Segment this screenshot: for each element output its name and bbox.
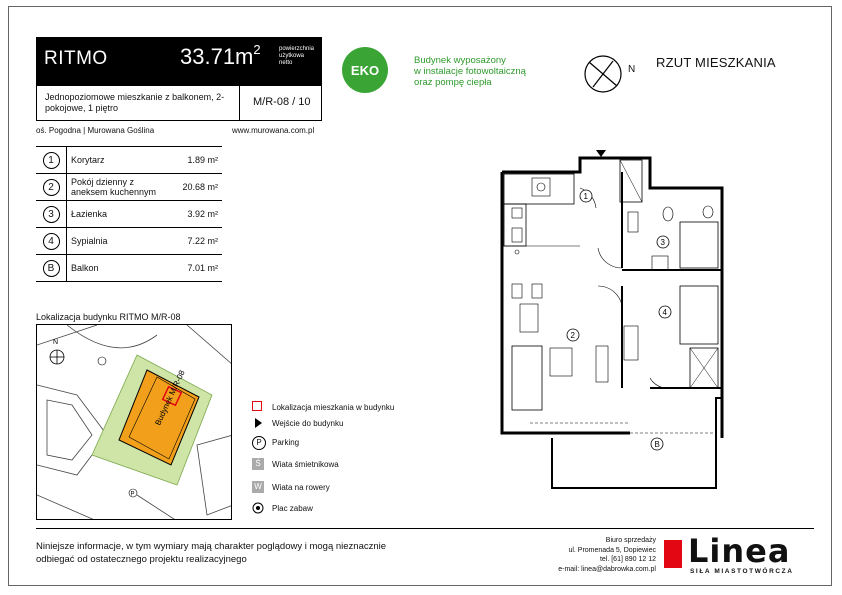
logo-square-icon	[664, 540, 682, 568]
room-number-badge: B	[43, 260, 60, 277]
red-square-icon	[252, 401, 262, 411]
building-label: Budynek M/R-08	[153, 368, 187, 427]
compass-north-label: N	[628, 64, 636, 75]
room-number-badge: 3	[43, 206, 60, 223]
room-number-badge: 4	[43, 233, 60, 250]
divider	[239, 86, 240, 121]
table-row	[36, 255, 222, 282]
eko-badge: EKO	[342, 47, 388, 93]
plan-title: RZUT MIESZKANIA	[656, 55, 776, 70]
unit-code: M/R-08 / 10	[253, 96, 311, 108]
triangle-arrow-icon	[252, 417, 264, 429]
footer-divider	[36, 528, 814, 529]
floor-plan	[490, 148, 730, 498]
trash-shelter-icon: Ś	[252, 458, 264, 470]
header-title-box	[36, 37, 322, 86]
plan-label-2: 2	[570, 331, 575, 340]
plan-label-b: B	[654, 440, 660, 449]
rooms-table	[36, 146, 222, 282]
linea-logo: Linea	[688, 532, 791, 570]
location-text: oś. Pogodna | Murowana Goślina	[36, 126, 155, 135]
eco-description: Budynek wyposażony w instalacje fotowoltaiczną oraz pompę ciepła	[414, 55, 526, 88]
disclaimer: Niniejsze informacje, w tym wymiary mają charakter poglądowy i mogą nieznacznie odbiegać od ostatecznego projektu realizacyjnego	[36, 541, 387, 565]
sales-office-info: Biuro sprzedaży ul. Promenada 5, Dopiewiec tel. [61] 890 12 12 e-mail: linea@dabrowka.com.pl	[540, 536, 656, 574]
table-row	[36, 201, 222, 228]
parking-icon: P	[252, 436, 266, 450]
room-number-badge: 1	[43, 152, 60, 169]
map-title: Lokalizacja budynku RITMO M/R-08	[36, 312, 181, 322]
compass-icon	[583, 54, 623, 94]
table-row	[36, 147, 222, 174]
room-area: 7.01 m²	[164, 255, 222, 282]
room-name: Balkon	[67, 255, 165, 282]
room-name: Korytarz	[67, 147, 165, 174]
room-name: Sypialnia	[67, 228, 165, 255]
plan-label-3: 3	[660, 238, 665, 247]
room-area: 20.68 m²	[164, 174, 222, 201]
playground-icon	[252, 502, 264, 514]
plan-label-1: 1	[583, 192, 588, 201]
plan-label-4: 4	[662, 308, 667, 317]
site-map-drawing	[37, 325, 232, 520]
project-title: RITMO	[44, 48, 108, 69]
logo-tagline: SIŁA MIASTOTWÓRCZA	[690, 568, 794, 575]
room-name: Łazienka	[67, 201, 165, 228]
site-map	[36, 324, 232, 520]
website-link[interactable]: www.murowana.com.pl	[232, 126, 315, 135]
bike-shelter-icon: W	[252, 481, 264, 493]
svg-text:P: P	[130, 491, 135, 498]
description-box	[36, 86, 322, 121]
table-row	[36, 174, 222, 201]
apartment-area: $33.71m^2$	[180, 42, 261, 69]
room-area: 7.22 m²	[164, 228, 222, 255]
area-label: powierzchnia użytkowa netto	[279, 46, 315, 66]
room-number-badge: 2	[43, 179, 60, 196]
map-north-label: N	[53, 339, 59, 346]
room-name: Pokój dzienny z aneksem kuchennym	[67, 174, 165, 201]
room-area: 3.92 m²	[164, 201, 222, 228]
email-link[interactable]: e-mail: linea@dabrowka.com.pl	[558, 565, 656, 573]
room-area: 1.89 m²	[164, 147, 222, 174]
apartment-description: Jednopoziomowe mieszkanie z balkonem, 2-pokojowe, 1 piętro	[45, 92, 225, 113]
table-row	[36, 228, 222, 255]
